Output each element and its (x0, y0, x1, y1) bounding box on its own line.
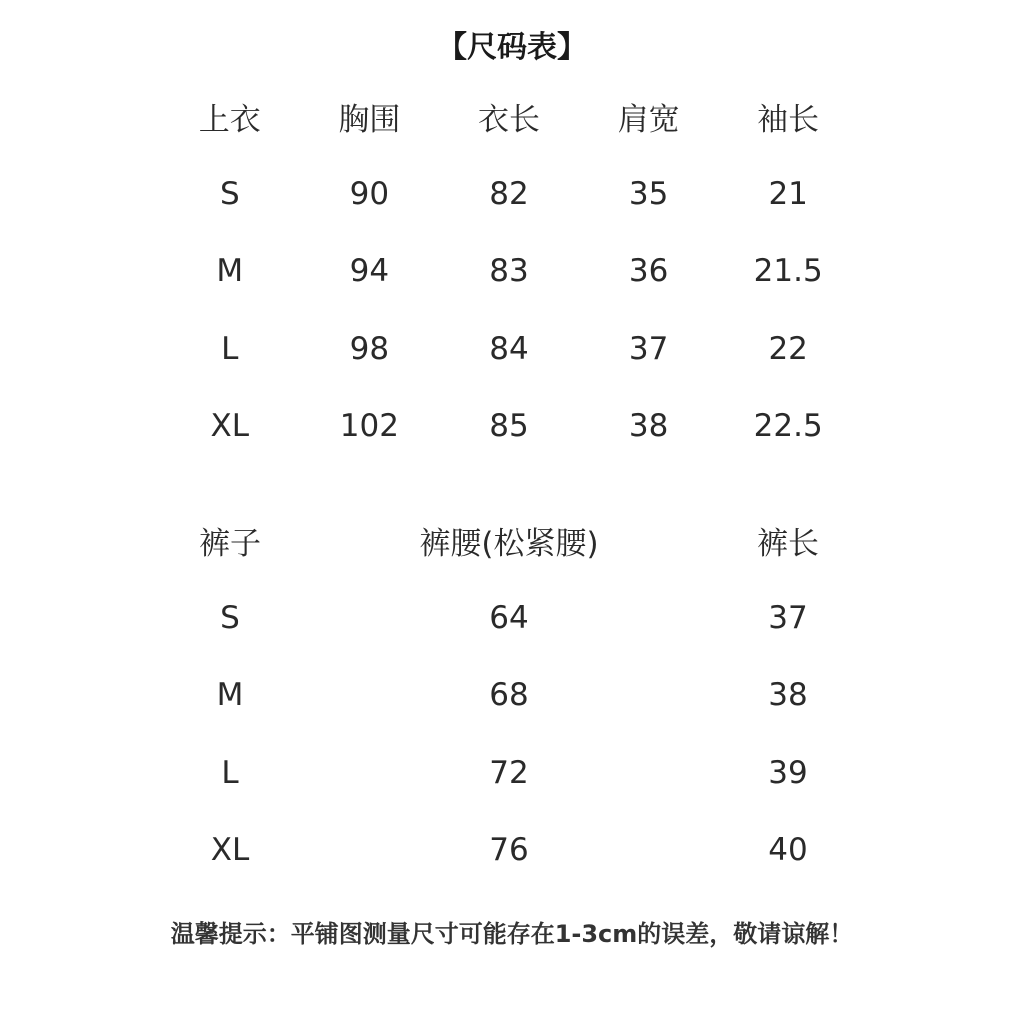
table-cell: 37 (768, 600, 808, 637)
table-row (160, 233, 858, 310)
table-cell: 90 (349, 176, 390, 213)
table-cell: 68 (489, 677, 529, 714)
table-cell: XL (210, 408, 250, 445)
table-row (160, 657, 858, 734)
table-cell: 21.5 (753, 253, 823, 290)
table-cell: L (221, 754, 239, 791)
header-cell: 裤腰(松紧腰) (419, 526, 599, 563)
table-row (160, 579, 858, 656)
table-row (160, 155, 858, 232)
table-row (160, 812, 858, 889)
header-cell: 裤长 (757, 526, 819, 563)
header-cell: 衣长 (477, 102, 540, 139)
table-cell: 84 (489, 330, 529, 367)
table-cell: 35 (628, 176, 669, 213)
table-cell: 39 (768, 754, 808, 791)
header-cell: 上衣 (198, 102, 261, 139)
table-cell: XL (210, 832, 250, 869)
table-cell: 98 (349, 330, 390, 367)
table-cell: L (221, 330, 239, 367)
bottom-size-table (160, 502, 858, 889)
measurement-note: 温馨提示：平铺图测量尺寸可能存在1-3cm的误差，敬请谅解！ (170, 920, 854, 948)
header-cell: 袖长 (757, 102, 820, 139)
table-header-row (160, 78, 858, 155)
table-cell: 82 (489, 176, 529, 213)
table-row (160, 388, 858, 465)
table-row (160, 734, 858, 811)
table-cell: 94 (349, 253, 390, 290)
header-cell: 肩宽 (617, 102, 680, 139)
table-cell: 38 (628, 408, 669, 445)
table-cell: 36 (628, 253, 669, 290)
table-header-row (160, 502, 858, 579)
table-cell: 37 (628, 330, 669, 367)
top-size-table (160, 78, 858, 465)
table-cell: 72 (489, 754, 529, 791)
table-cell: 22 (768, 330, 808, 367)
table-cell: 102 (339, 408, 399, 445)
table-cell: M (216, 253, 244, 290)
header-cell: 裤子 (199, 526, 261, 563)
table-row (160, 310, 858, 387)
table-cell: 22.5 (753, 408, 823, 445)
table-cell: S (219, 176, 240, 213)
table-cell: 83 (489, 253, 529, 290)
table-cell: 21 (768, 176, 808, 213)
header-cell: 胸围 (338, 102, 401, 139)
table-cell: M (216, 677, 244, 714)
table-cell: 76 (489, 832, 529, 869)
table-cell: 64 (489, 600, 529, 637)
table-cell: 38 (768, 677, 808, 714)
table-cell: S (220, 600, 240, 637)
page-title: 【尺码表】 (437, 30, 587, 65)
table-cell: 85 (489, 408, 529, 445)
table-cell: 40 (768, 832, 808, 869)
